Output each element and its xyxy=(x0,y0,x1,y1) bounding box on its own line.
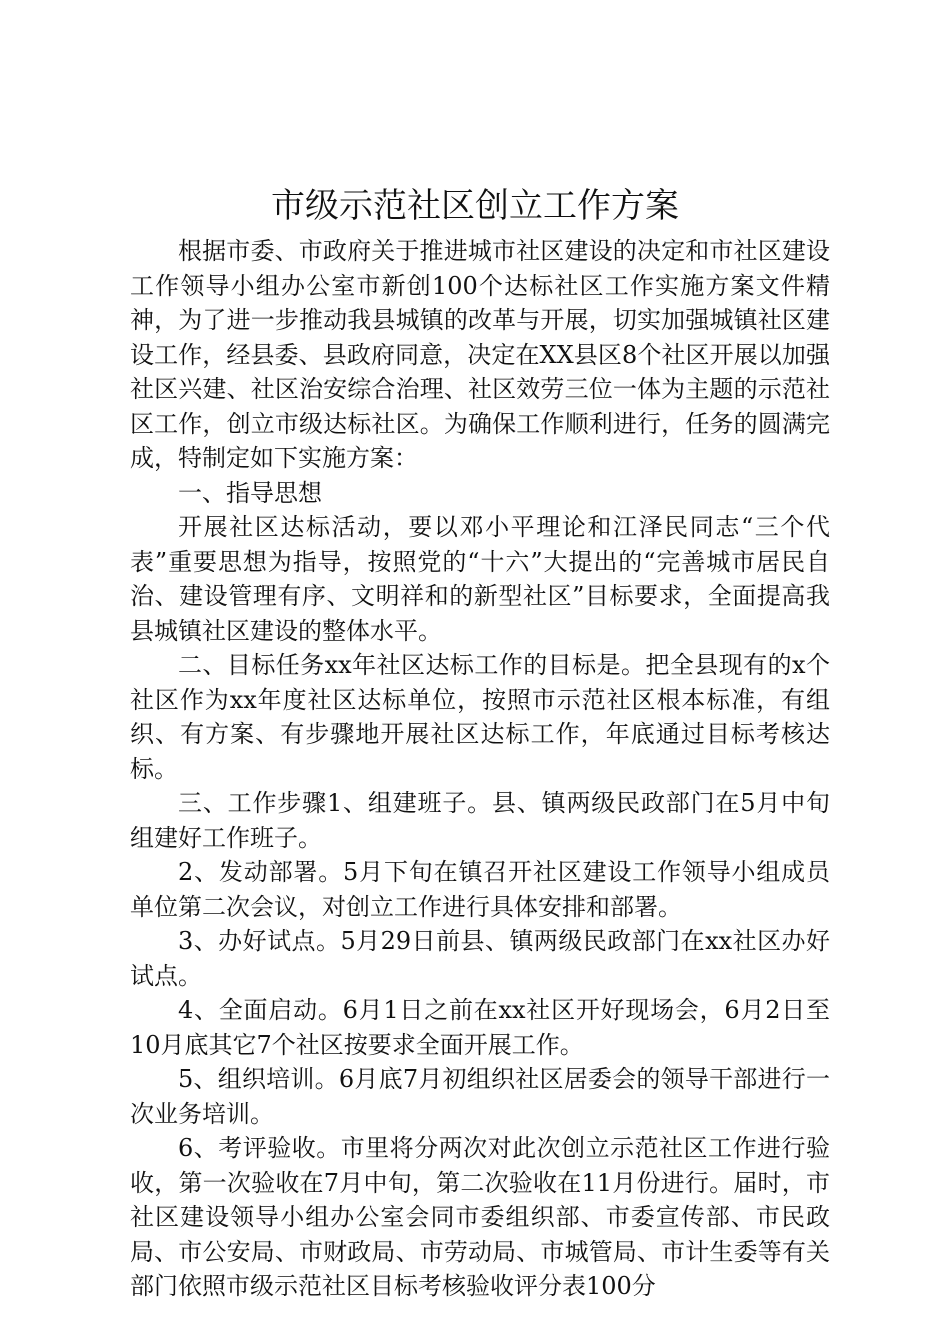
paragraph-step-4: 4、全面启动。6月1日之前在xx社区开好现场会，6月2日至10月底其它7个社区按要求全面开展工作。 xyxy=(130,996,830,1059)
paragraph-guiding-ideology: 开展社区达标活动，要以邓小平理论和江泽民同志“三个代表”重要思想为指导，按照党的“十六”大提出的“完善城市居民自治、建设管理有序、文明祥和的新型社区”目标要求，全面提高我县城镇社区建设的整体水平。 xyxy=(130,513,830,645)
paragraph-step-2: 2、发动部署。5月下旬在镇召开社区建设工作领导小组成员单位第二次会议，对创立工作进行具体安排和部署。 xyxy=(130,858,830,921)
paragraph-step-3: 3、办好试点。5月29日前县、镇两级民政部门在xx社区办好试点。 xyxy=(130,927,830,990)
document-body xyxy=(130,234,830,1304)
paragraph-objectives: 二、目标任务xx年社区达标工作的目标是。把全县现有的x个社区作为xx年度社区达标单位，按照市示范社区根本标准，有组织、有方案、有步骤地开展社区达标工作，年底通过目标考核达标。 xyxy=(130,651,830,783)
paragraph-step-5: 5、组织培训。6月底7月初组织社区居委会的领导干部进行一次业务培训。 xyxy=(130,1065,830,1128)
paragraph-step-1: 三、工作步骤1、组建班子。县、镇两级民政部门在5月中旬组建好工作班子。 xyxy=(130,789,830,852)
paragraph-step-6: 6、考评验收。市里将分两次对此次创立示范社区工作进行验收，第一次验收在7月中旬，第二次验收在11月份进行。届时，市社区建设领导小组办公室会同市委组织部、市委宣传部、市民政局、市公安局、市财政局、市劳动局、市城管局、市计生委等有关部门依照市级示范社区目标考核验收评分表100分 xyxy=(130,1134,830,1300)
heading-guiding-ideology: 一、指导思想 xyxy=(178,478,322,507)
document-title: 市级示范社区创立工作方案 xyxy=(271,186,679,226)
paragraph-intro: 根据市委、市政府关于推进城市社区建设的决定和市社区建设工作领导小组办公室市新创100个达标社区工作实施方案文件精神，为了进一步推动我县城镇的改革与开展，切实加强城镇社区建设工作，经县委、县政府同意，决定在XX县区8个社区开展以加强社区兴建、社区治安综合治理、社区效劳三位一体为主题的示范社区工作，创立市级达标社区。为确保工作顺利进行，任务的圆满完成，特制定如下实施方案： xyxy=(130,237,830,472)
